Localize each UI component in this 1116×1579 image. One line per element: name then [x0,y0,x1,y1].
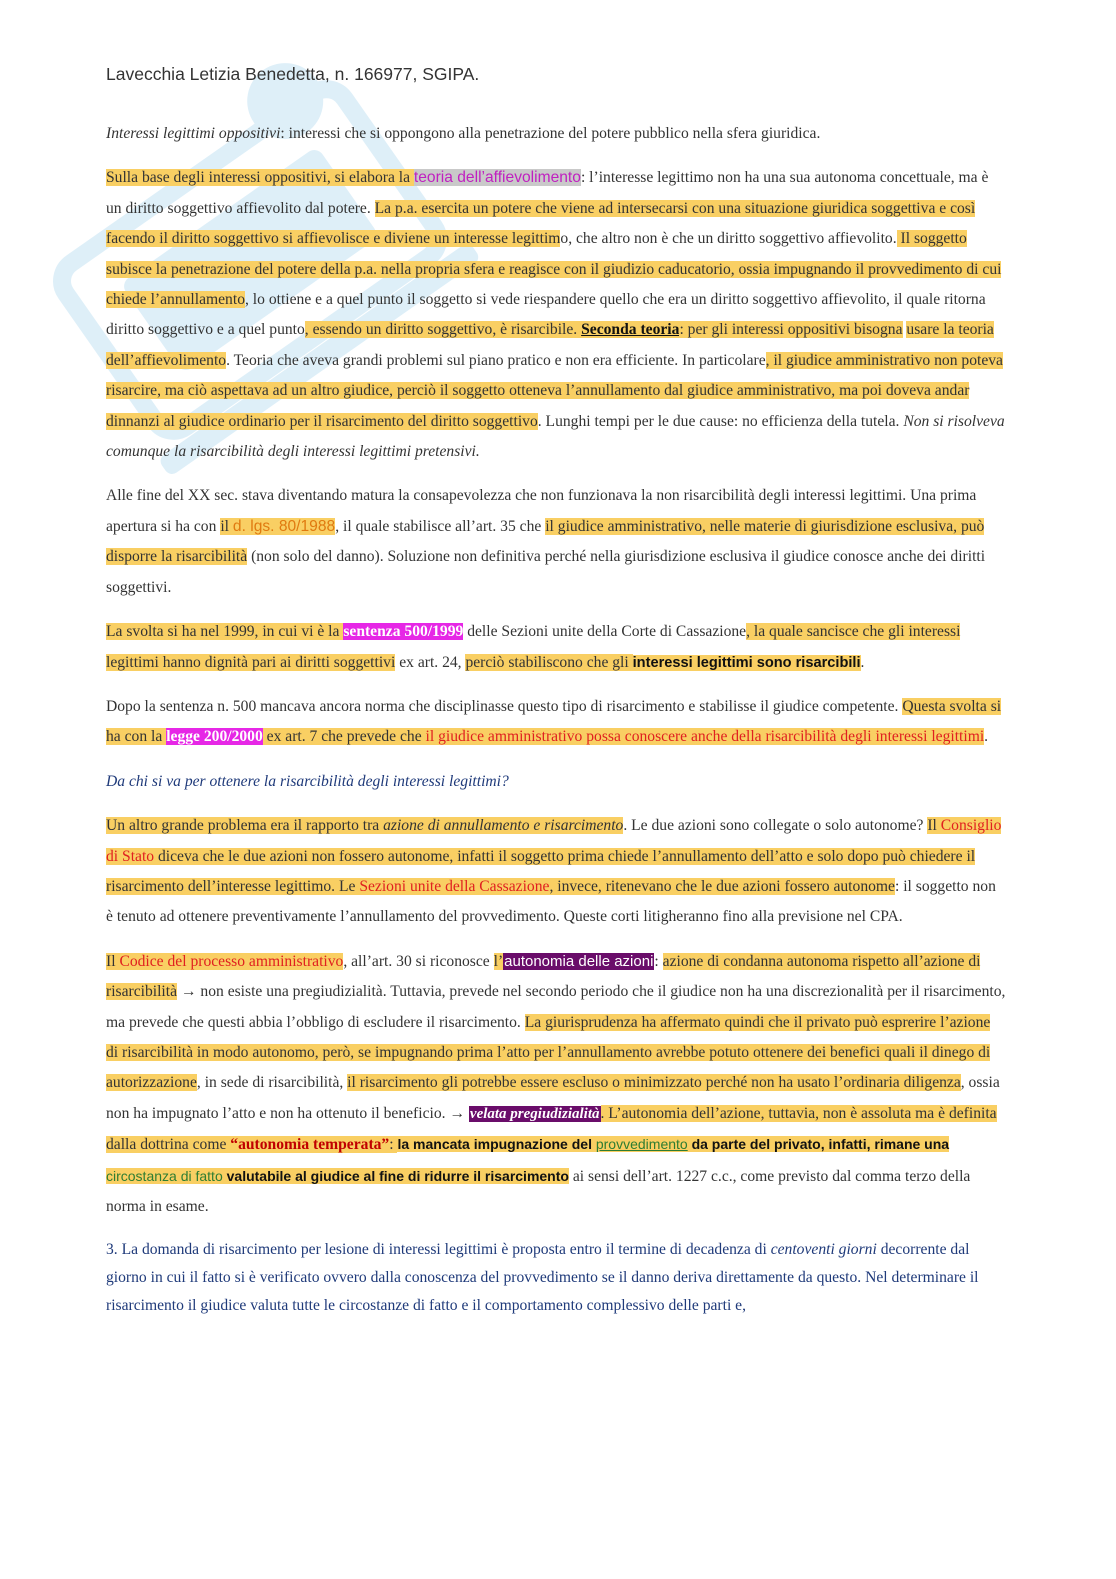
codice-processo-amministrativo: Codice del processo amministrativo [119,952,344,970]
legge-200-2000: legge 200/2000 [166,728,263,746]
paragraph-annullamento-risarcimento: Un altro grande problema era il rapporto tra azione di annullamento e risarcimento. Le due azioni sono collegate o solo autonome? Il Consiglio di Stato diceva che le due azioni non fossero autonome, infatti il soggetto prima chiede l’annullamento dell’atto e solo dopo può chiedere il risarcimento dell’interesse legittimo. Le Sezioni unite della Cassazione, invece, ritenevano che le due azioni fossero autonome: il soggetto non è tenuto ad ottenere preventivamente l’annullamento del provvedimento. Queste corti litigheranno fino alla previsione nel CPA. [106,817,1002,926]
term-interessi-oppositivi: Interessi legittimi oppositivi [106,125,281,142]
sezioni-unite-cassazione: Sezioni unite della Cassazione [359,877,550,895]
seconda-teoria: Seconda teoria [581,321,680,339]
autonomia-temperata: “autonomia temperata” [230,1136,390,1154]
paragraph-affievolimento: Sulla base degli interessi oppositivi, si elabora la teoria dell’affievolimento: l’interesse legittimo non ha una sua autonoma concettuale, ma è un diritto soggettivo affievolito dal potere. La p.a. esercita un potere che viene ad intersecarsi con una situazione giuridica soggettiva e così facendo il diritto soggettivo si affievolisce e diviene un interesse legittimo, che altro non è che un diritto soggettivo affievolito. Il soggetto subisce la penetrazione del potere della p.a. nella propria sfera e reagisce con il giudizio caducatorio, ossia impugnando il provvedimento di cui chiede l’annullamento, lo ottiene e a quel punto il soggetto si vede riespandere quello che era un diritto soggettivo affievolito, il quale ritorna diritto soggettivo e a quel punto, essendo un diritto soggettivo, è risarcibile. Seconda teoria: per gli interessi oppositivi bisogna usare la teoria dell’affievolimento. Teoria che aveva grandi problemi sul piano pratico e non era efficiente. In particolare, il giudice amministrativo non poteva risarcire, ma ciò aspettava ad un altro giudice, perciò il soggetto otteneva l’annullamento dal giudice amministrativo, ma poi doveva andar dinnanzi al giudice ordinario per il risarcimento del diritto soggettivo. Lunghi tempi per le due cause: no efficienza della tutela. Non si risolveva comunque la risarcibilità degli interessi legittimi pretensivi. [106,169,1005,461]
document-page [106,64,1006,1334]
document-header: Lavecchia Letizia Benedetta, n. 166977, SGIPA. [106,64,480,84]
autonomia-delle-azioni: autonomia delle azioni [504,952,654,970]
paragraph-legge-200-2000: Dopo la sentenza n. 500 mancava ancora norma che disciplinasse questo tipo di risarcimento e stabilisse il giudice competente. Questa svolta si ha con la legge 200/2000 ex art. 7 che prevede che il giudice amministrativo possa conoscere anche della risarcibilità degli interessi legittimi. [106,697,1002,746]
paragraph-sentenza-500: La svolta si ha nel 1999, in cui vi è la sentenza 500/1999 delle Sezioni unite della Corte di Cassazione, la quale sancisce che gli interessi legittimi hanno dignità pari ai diritti soggettivi ex art. 24, perciò stabiliscono che gli interessi legittimi sono risarcibili. [106,623,961,671]
question-heading: Da chi si va per ottenere la risarcibilità degli interessi legittimi? [106,772,509,790]
paragraph-interessi-oppositivi: Interessi legittimi oppositivi: interessi che si oppongono alla penetrazione del potere pubblico nella sfera giuridica. [106,125,821,142]
consiglio-di-stato: Consiglio di Stato [106,817,1002,865]
dlgs-80-1988: d. lgs. 80/1988 [232,517,336,535]
teoria-affievolimento: teoria dell’affievolimento [413,169,581,187]
velata-pregiudizialita: velata pregiudizialità [469,1105,600,1122]
interessi-risarcibili: interessi legittimi sono risarcibili [632,654,861,671]
paragraph-comma-3: 3. La domanda di risarcimento per lesione di interessi legittimi è proposta entro il termine di decadenza di centoventi giorni decorrente dal giorno in cui il fatto si è verificato ovvero dalla conoscenza del provvedimento se il danno deriva direttamente da questo. Nel determinare il risarcimento il giudice valuta tutte le circostanze di fatto e il comportamento complessivo delle parti e, [106,1241,979,1315]
paragraph-codice-processo: Il Codice del processo amministrativo, all’art. 30 si riconosce l’autonomia delle azioni: azione di condanna autonoma rispetto all’azione di risarcibilità → non esiste una pregiudizialità. Tuttavia, prevede nel secondo periodo che il giudice non ha una discrezionalità per il risarcimento, ma prevede che questi abbia l’obbligo di escludere il risarcimento. La giurisprudenza ha affermato quindi che il privato può esprerire l’azione di risarcibilità in modo autonomo, però, se impugnando prima l’atto per l’annullamento avrebbe potuto ottenere dei benefici quali il dinego di autorizzazione, in sede di risarcibilità, il risarcimento gli potrebbe essere escluso o minimizzato perché non ha usato l’ordinaria diligenza, ossia non ha impugnato l’atto e non ha ottenuto il beneficio. → velata pregiudizialità. L’autonomia dell’azione, tuttavia, non è assoluta ma è definita dalla dottrina come “autonomia temperata”: la mancata impugnazione del provvedimento da parte del privato, infatti, rimane una circostanza di fatto valutabile al giudice al fine di ridurre il risarcimento ai sensi dell’art. 1227 c.c., come previsto dal comma terzo della norma in esame. [106,952,1006,1215]
sentenza-500-1999: sentenza 500/1999 [343,623,464,641]
paragraph-dlgs-80-1988: Alle fine del XX sec. stava diventando matura la consapevolezza che non funzionava la non risarcibilità degli interessi legittimi. Una prima apertura si ha con il d. lgs. 80/1988, il quale stabilisce all’art. 35 che il giudice amministrativo, nelle materie di giurisdizione esclusiva, può disporre la risarcibilità (non solo del danno). Soluzione non definitiva perché nella giurisdizione esclusiva il giudice conosce anche dei diritti soggettivi. [106,487,986,596]
